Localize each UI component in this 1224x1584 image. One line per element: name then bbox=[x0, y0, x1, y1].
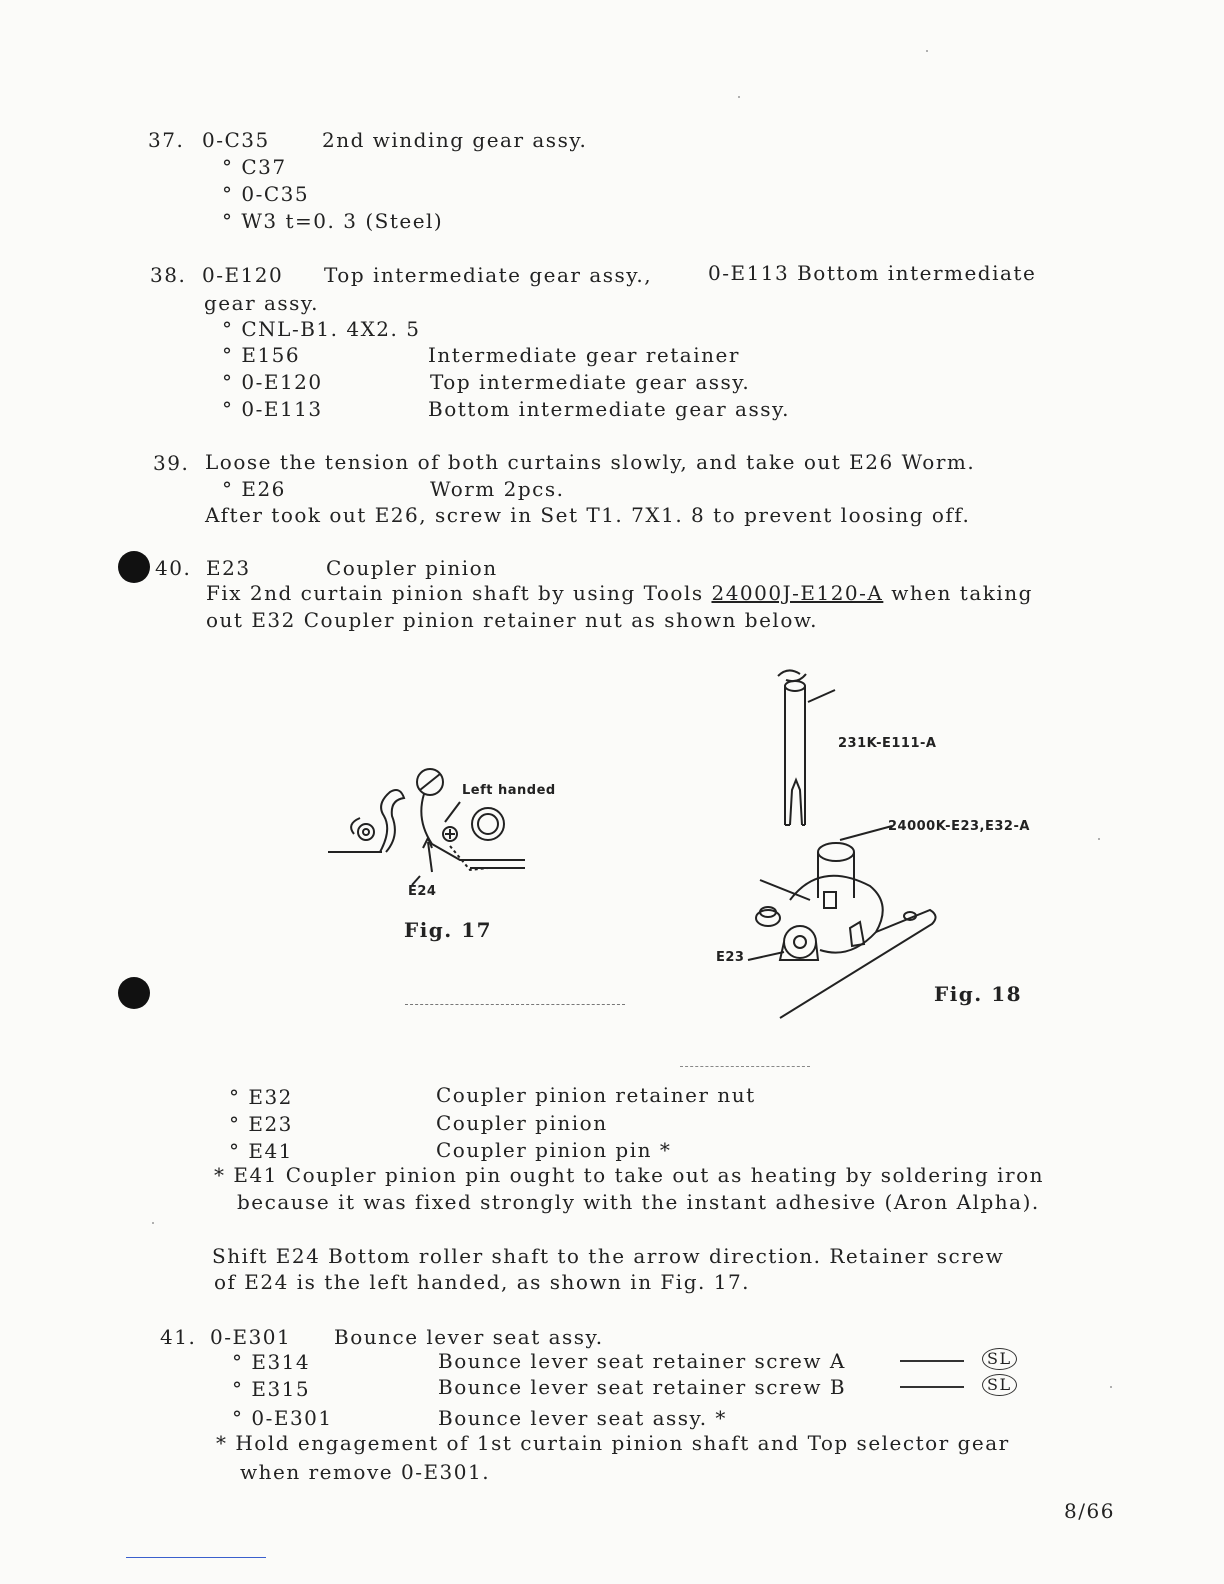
item-38-bullet-2: ° E156 bbox=[222, 343, 301, 367]
fig-17-label-e24: E24 bbox=[408, 884, 437, 899]
leader-line-1 bbox=[900, 1360, 964, 1362]
sl-tag-1: SL bbox=[982, 1345, 1017, 1370]
item-38-bullet-3-desc: Top intermediate gear assy. bbox=[430, 370, 751, 394]
item-38-bullet-1: ° CNL-B1. 4X2. 5 bbox=[222, 317, 421, 341]
fig-18-label-tool-1: 231K-E111-A bbox=[838, 736, 937, 751]
item-40-shift-2: of E24 is the left handed, as shown in Fig. 17. bbox=[214, 1270, 751, 1294]
item-37-bullet-1: ° C37 bbox=[222, 155, 287, 179]
item-41-bullet-2-desc: Bounce lever seat retainer screw B bbox=[438, 1375, 847, 1399]
item-38-bullet-4: ° 0-E113 bbox=[222, 397, 323, 421]
scan-speck bbox=[738, 96, 740, 98]
item-41-bullet-1-desc: Bounce lever seat retainer screw A bbox=[438, 1349, 846, 1373]
scan-speck bbox=[1098, 838, 1100, 840]
item-39-number: 39. bbox=[153, 451, 190, 475]
fig-18-caption: Fig. 18 bbox=[934, 982, 1023, 1006]
item-41-number: 41. bbox=[160, 1325, 197, 1349]
fig-18-label-e23: E23 bbox=[716, 950, 745, 965]
item-38-number: 38. bbox=[150, 263, 187, 287]
item-40-note-1: * E41 Coupler pinion pin ought to take out as heating by soldering iron bbox=[214, 1163, 1044, 1187]
scan-speck bbox=[1110, 1386, 1112, 1388]
item-40-bullet-1-desc: Coupler pinion retainer nut bbox=[436, 1083, 756, 1107]
fig-18-label-tool-2: 24000K-E23,E32-A bbox=[888, 819, 1030, 834]
divider bbox=[405, 1004, 625, 1005]
item-40-bullet-2: ° E23 bbox=[229, 1112, 293, 1136]
tool-reference: 24000J-E120-A bbox=[711, 581, 884, 605]
item-40-line-3: out E32 Coupler pinion retainer nut as shown below. bbox=[206, 608, 818, 632]
item-41-title: Bounce lever seat assy. bbox=[334, 1325, 604, 1349]
item-41-note-1: * Hold engagement of 1st curtain pinion shaft and Top selector gear bbox=[216, 1431, 1010, 1455]
item-40-note-2: because it was fixed strongly with the instant adhesive (Aron Alpha). bbox=[237, 1190, 1040, 1214]
item-38-title: Top intermediate gear assy., bbox=[324, 263, 653, 287]
item-41-note-2: when remove 0-E301. bbox=[240, 1460, 491, 1484]
item-37-bullet-2: ° 0-C35 bbox=[222, 182, 310, 206]
item-40-code: E23 bbox=[206, 556, 251, 580]
item-38-bullet-2-desc: Intermediate gear retainer bbox=[428, 343, 740, 367]
fig-18-drawing bbox=[700, 660, 960, 1030]
item-38-code: 0-E120 bbox=[202, 263, 284, 287]
item-38-title-2: 0-E113 Bottom intermediate bbox=[708, 261, 1037, 285]
item-39-line-1: Loose the tension of both curtains slowly, and take out E26 Worm. bbox=[205, 450, 976, 474]
item-41-code: 0-E301 bbox=[210, 1325, 292, 1349]
binder-hole-mark-2 bbox=[118, 977, 150, 1009]
item-37-code: 0-C35 bbox=[202, 128, 270, 152]
footer-line bbox=[126, 1557, 266, 1558]
item-37-number: 37. bbox=[148, 128, 185, 152]
item-40-bullet-3: ° E41 bbox=[229, 1139, 293, 1163]
item-38-bullet-3: ° 0-E120 bbox=[222, 370, 323, 394]
item-40-number: 40. bbox=[155, 556, 192, 580]
fig-17-caption: Fig. 17 bbox=[404, 918, 493, 942]
page-number: 8/66 bbox=[1064, 1499, 1115, 1523]
item-39-line-3: After took out E26, screw in Set T1. 7X1. 8 to prevent loosing off. bbox=[205, 503, 971, 527]
item-41-bullet-1: ° E314 bbox=[232, 1350, 311, 1374]
item-37-title: 2nd winding gear assy. bbox=[322, 128, 588, 152]
item-40-shift-1: Shift E24 Bottom roller shaft to the arrow direction. Retainer screw bbox=[212, 1244, 1005, 1268]
item-41-bullet-3: ° 0-E301 bbox=[232, 1406, 333, 1430]
sl-tag-2: SL bbox=[982, 1371, 1017, 1396]
item-41-bullet-3-desc: Bounce lever seat assy. * bbox=[438, 1406, 727, 1430]
scan-speck bbox=[926, 50, 928, 52]
divider-2 bbox=[680, 1066, 810, 1067]
item-40-line-2: Fix 2nd curtain pinion shaft by using Tools 24000J-E120-A when taking bbox=[206, 581, 1033, 605]
item-38-bullet-4-desc: Bottom intermediate gear assy. bbox=[428, 397, 790, 421]
item-38-title-cont: gear assy. bbox=[204, 291, 319, 315]
item-39-bullet-desc: Worm 2pcs. bbox=[430, 477, 565, 501]
binder-hole-mark bbox=[118, 551, 150, 583]
leader-line-2 bbox=[900, 1386, 964, 1388]
item-40-title: Coupler pinion bbox=[326, 556, 498, 580]
item-39-bullet: ° E26 bbox=[222, 477, 286, 501]
item-40-bullet-2-desc: Coupler pinion bbox=[436, 1111, 608, 1135]
item-37-bullet-3: ° W3 t=0. 3 (Steel) bbox=[222, 209, 444, 233]
item-40-bullet-3-desc: Coupler pinion pin * bbox=[436, 1138, 672, 1162]
fig-17-label-left-handed: Left handed bbox=[462, 783, 556, 798]
scan-speck bbox=[152, 1222, 154, 1224]
item-40-bullet-1: ° E32 bbox=[229, 1085, 293, 1109]
item-41-bullet-2: ° E315 bbox=[232, 1377, 311, 1401]
